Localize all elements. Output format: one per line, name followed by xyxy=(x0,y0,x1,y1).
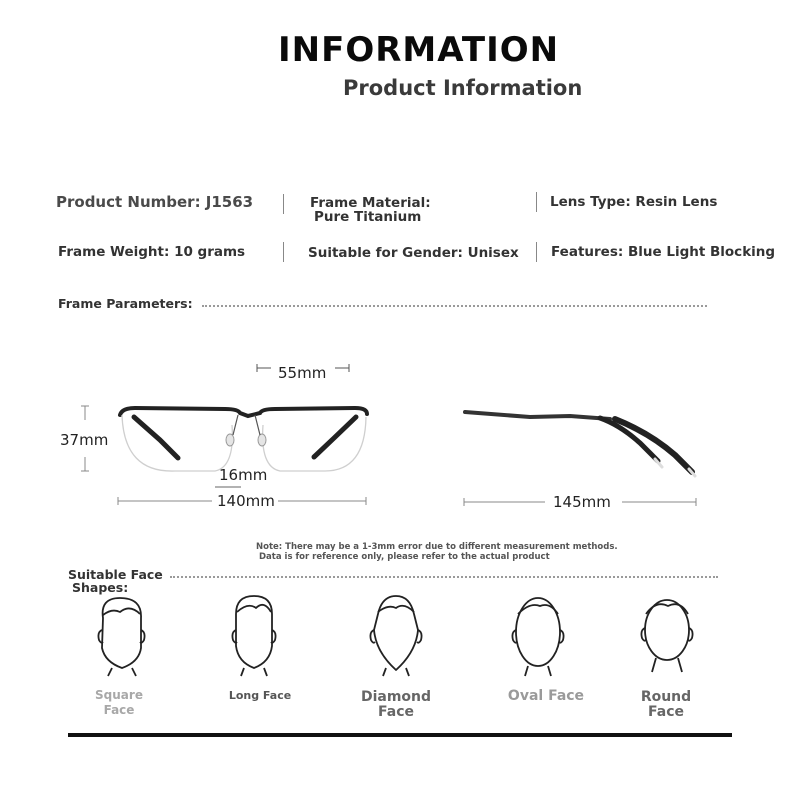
features: Features: Blue Light Blocking xyxy=(551,244,776,260)
lens-height-label: 37mm xyxy=(60,431,109,449)
face-label-line: Diamond xyxy=(360,689,432,705)
frame-material-label: Frame Material: xyxy=(310,195,431,211)
bridge-width-label: 16mm xyxy=(219,466,268,484)
face-label-line: Oval Face xyxy=(507,688,585,704)
frame-material-value: Pure Titanium xyxy=(314,209,422,225)
round-face-icon xyxy=(641,600,692,672)
glasses-front-view xyxy=(120,408,367,471)
frame-width-label: 140mm xyxy=(217,492,275,510)
face-label-line: Square xyxy=(95,688,143,702)
dotted-rule xyxy=(202,305,707,307)
frame-weight: Frame Weight: 10 grams xyxy=(58,244,246,260)
page-subtitle: Product Information xyxy=(343,76,583,100)
face-label-line: Face xyxy=(103,703,135,717)
temple-length-label: 145mm xyxy=(553,493,611,511)
face-label-long xyxy=(220,688,300,703)
lens-type: Lens Type: Resin Lens xyxy=(550,194,718,210)
suitable-gender: Suitable for Gender: Unisex xyxy=(308,245,519,261)
oval-face-icon xyxy=(512,598,563,676)
frame-parameters-label: Frame Parameters: xyxy=(58,296,193,311)
divider xyxy=(283,194,284,214)
face-label-line: Long Face xyxy=(228,689,292,702)
diamond-face-icon xyxy=(370,596,421,676)
frame-dimension-diagram xyxy=(0,355,800,525)
face-label-round xyxy=(630,690,702,720)
face-shape-icons xyxy=(0,590,800,680)
face-label-square xyxy=(80,688,158,718)
divider xyxy=(536,242,537,262)
lens-width-label: 55mm xyxy=(278,364,327,382)
face-label-diamond xyxy=(355,690,437,720)
note-line-1: Note: There may be a 1-3mm error due to different measurement methods. xyxy=(256,542,618,552)
face-label-line: Round xyxy=(640,689,692,705)
face-label-line: Face xyxy=(648,704,684,720)
glasses-side-view xyxy=(465,412,695,476)
square-face-icon xyxy=(98,598,144,676)
long-face-icon xyxy=(232,596,275,676)
bottom-divider xyxy=(68,733,732,737)
note-line-2: Data is for reference only, please refer to the actual product xyxy=(259,552,550,562)
face-label-oval xyxy=(498,689,594,704)
face-shapes-label-2: Shapes: xyxy=(72,580,129,595)
face-shapes-label: Suitable Face xyxy=(68,567,163,582)
dotted-rule xyxy=(170,576,718,578)
face-label-line: Face xyxy=(378,704,414,720)
page-title: INFORMATION xyxy=(278,30,560,70)
product-number: Product Number: J1563 xyxy=(56,193,254,211)
divider xyxy=(536,192,537,212)
divider xyxy=(283,242,284,262)
